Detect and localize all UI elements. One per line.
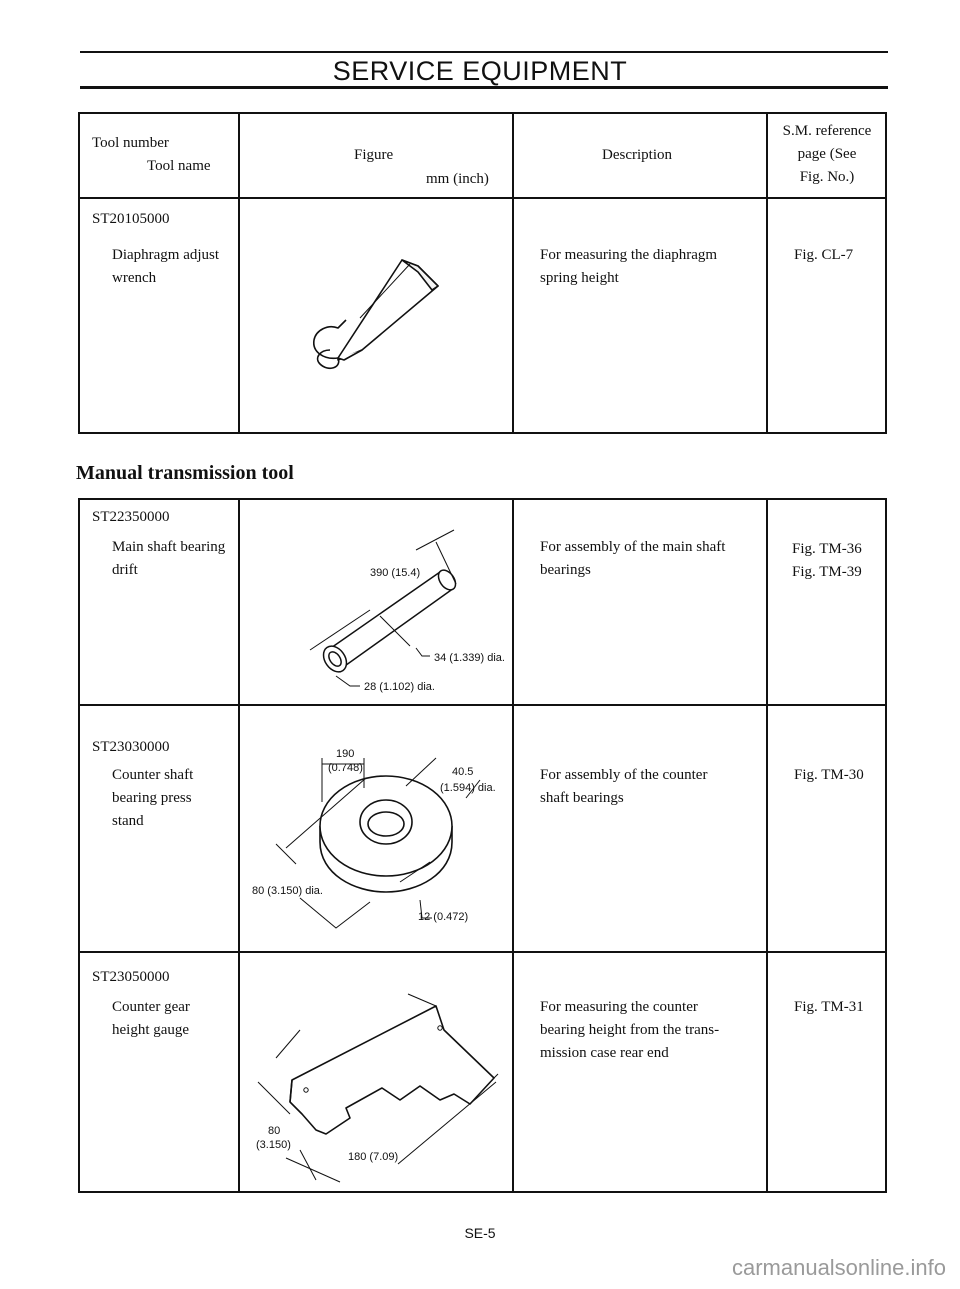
- tool-number: ST22350000: [92, 509, 170, 525]
- tool-name: Counter shaft bearing press stand: [112, 767, 194, 829]
- dim-bore-b: (1.594) dia.: [440, 782, 496, 794]
- drift-figure: [240, 500, 510, 700]
- dim-side-a: 80: [268, 1125, 281, 1137]
- page-title: SERVICE EQUIPMENT: [332, 56, 628, 86]
- dim-top-b: (0.748): [328, 762, 363, 774]
- tool-reference: Fig. TM-36 Fig. TM-39: [792, 541, 862, 580]
- tool-reference: Fig. TM-31: [794, 999, 864, 1015]
- dim-top-a: 190: [336, 748, 355, 760]
- col-divider: [512, 498, 514, 1193]
- tool-description: For assembly of the main shaft bearings: [540, 539, 726, 578]
- dim-outer: 34 (1.339) dia.: [434, 652, 505, 664]
- row-divider: [78, 951, 887, 953]
- tool-name: Main shaft bearing drift: [112, 539, 226, 578]
- tool-number: ST23050000: [92, 969, 170, 985]
- tool-number: ST23030000: [92, 739, 170, 755]
- dim-thick: 12 (0.472): [418, 911, 469, 923]
- header-rule-bottom: [80, 86, 888, 89]
- tool-number: ST20105000: [92, 211, 170, 227]
- col-divider: [766, 498, 768, 1193]
- height-gauge-figure: [240, 954, 510, 1190]
- col-divider: [512, 112, 514, 434]
- header-units: mm (inch): [426, 171, 489, 187]
- tool-description: For measuring the counter bearing height from the trans- mission case rear end: [540, 999, 720, 1061]
- header-tool-name: Tool name: [147, 158, 211, 174]
- wrench-figure: [240, 200, 510, 430]
- tool-reference: Fig. TM-30: [794, 767, 864, 783]
- dim-outer: 80 (3.150) dia.: [252, 885, 323, 897]
- tool-description: For measuring the diaphragm spring height: [540, 247, 718, 286]
- page-number: SE-5: [464, 1225, 496, 1241]
- header-reference: S.M. reference page (See Fig. No.): [782, 123, 872, 185]
- section-title: Manual transmission tool: [76, 462, 294, 484]
- dim-bore-a: 40.5: [452, 766, 474, 778]
- header-tool-number: Tool number: [92, 135, 169, 151]
- dim-inner: 28 (1.102) dia.: [364, 681, 435, 693]
- dim-length: 390 (15.4): [370, 567, 421, 579]
- header-rule-top: [80, 51, 888, 53]
- header-figure: Figure: [354, 147, 394, 163]
- tool-description: For assembly of the counter shaft bearings: [540, 767, 708, 806]
- header-row-divider: [78, 197, 887, 199]
- tool-name: Diaphragm adjust wrench: [112, 247, 220, 286]
- dim-side-b: (3.150): [256, 1139, 291, 1151]
- dim-length: 180 (7.09): [348, 1151, 399, 1163]
- watermark: carmanualsonline.info: [731, 1255, 946, 1280]
- header-description: Description: [602, 147, 672, 163]
- tool-name: Counter gear height gauge: [112, 999, 190, 1038]
- press-stand-figure: [240, 706, 510, 948]
- tool-reference: Fig. CL-7: [794, 247, 854, 263]
